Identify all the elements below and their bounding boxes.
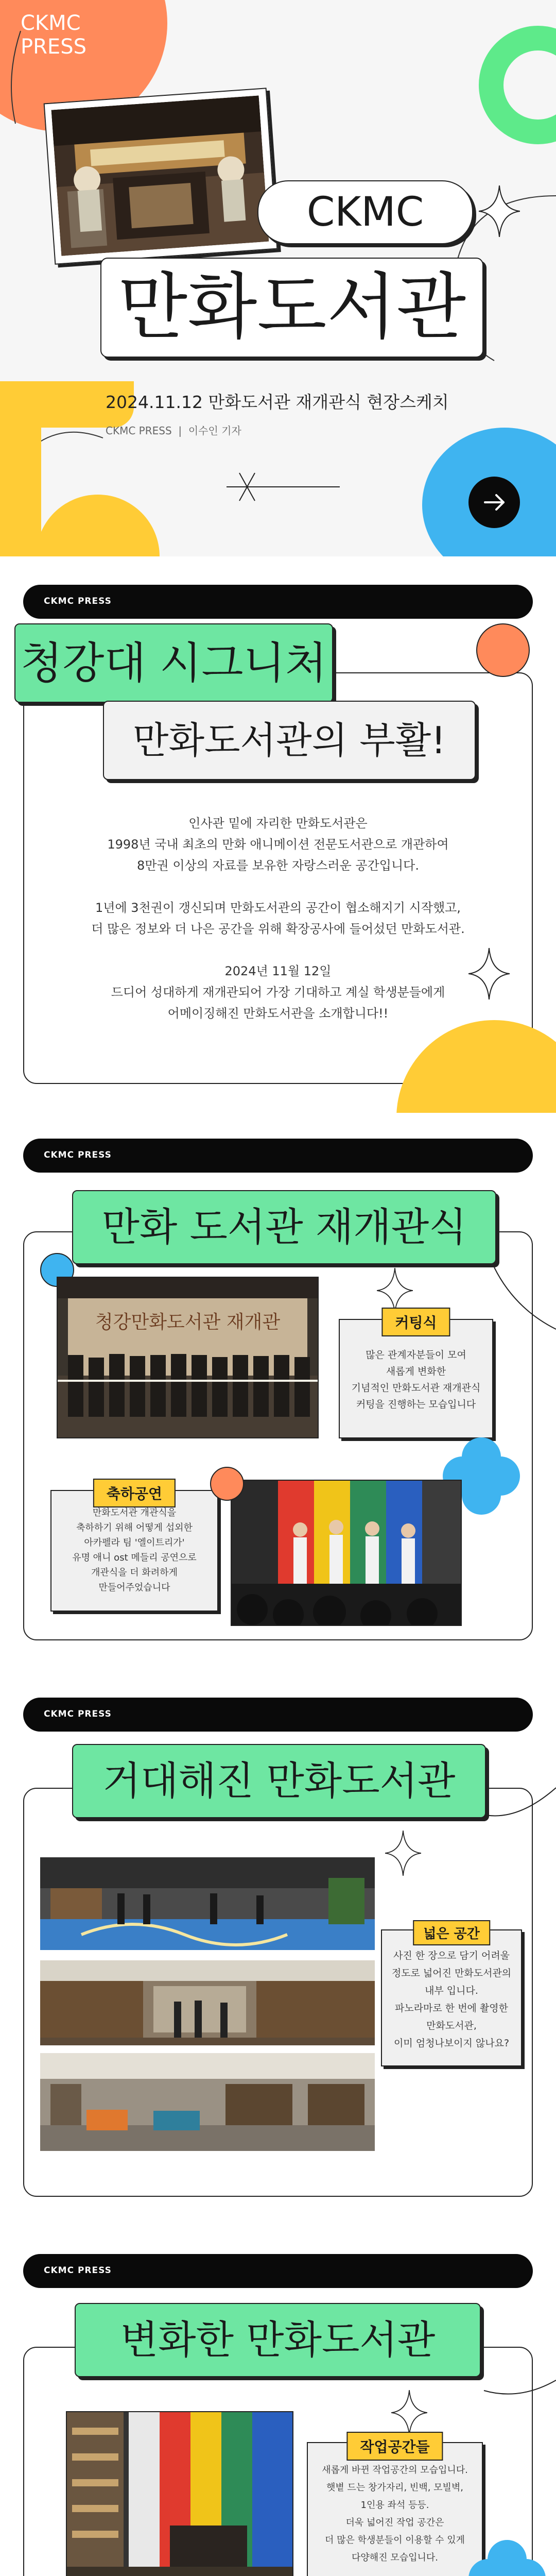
section-header-bar: CKMC PRESS	[23, 1139, 533, 1173]
card-tag: 축하공연	[93, 1479, 176, 1507]
hero-photo-frame	[44, 88, 278, 265]
hero-section	[0, 0, 556, 556]
section-changed	[0, 2226, 556, 2576]
arrow-right-icon	[468, 477, 520, 528]
section-intro	[0, 556, 556, 1113]
card-text: 만화도서관 개관식을 축하하기 위해 어떻게 섭외한 아카펠라 팀 '엘이트리가' 유명 애니 ost 메들리 공연으로 개관식을 더 화려하게 만들어주었습니다	[72, 1507, 197, 1593]
section-label-green: 거대해진 만화도서관	[72, 1744, 486, 1818]
section-label-green: 변화한 만화도서관	[75, 2303, 481, 2377]
sparkle-icon	[479, 185, 520, 237]
orange-dot-decor	[476, 623, 530, 677]
sparkle-icon	[385, 1830, 421, 1876]
section-header-bar: CKMC PRESS	[23, 1698, 533, 1732]
card-text: 사진 한 장으로 담기 어려울 정도로 넓어진 만화도서관의 내부 입니다. 파노라마로 한 번에 촬영한 만화도서관, 이미 엄청나보이지 않나요?	[391, 1950, 512, 2049]
card-text: 새롭게 바뀐 작업공간의 모습입니다. 햇볕 드는 창가자리, 빈백, 모빌벽, 1인용 좌석 등등. 더욱 넓어진 작업 공간은 더 많은 학생분들이 이용할 수 있게 다양해진 모습입니다.	[322, 2465, 468, 2563]
section-reopening	[0, 1113, 556, 1669]
section-expanded	[0, 1669, 556, 2226]
sparkle-icon	[377, 1267, 413, 1314]
card-text: 많은 관계자분들이 모여 새롭게 변화한 기념적인 만화도서관 재개관식 커팅을 진행하는 모습입니다	[351, 1349, 481, 1410]
cutting-photo	[57, 1277, 319, 1438]
section-label-green: 만화 도서관 재개관식	[72, 1190, 496, 1264]
card-tag: 커팅식	[381, 1308, 450, 1336]
section-label-white: 만화도서관의 부활!	[103, 701, 476, 780]
section-header-bar: CKMC PRESS	[23, 585, 533, 619]
banner-text: 청강만화도서관 재개관	[95, 1312, 281, 1333]
performance-card	[50, 1485, 218, 1612]
card-tag: 넓은 공간	[413, 1920, 490, 1945]
panorama-photo-1	[40, 1857, 375, 1950]
performance-photo	[231, 1480, 462, 1626]
next-button[interactable]	[468, 477, 520, 528]
hero-photo	[51, 95, 269, 256]
panorama-photo-3	[40, 2053, 375, 2151]
space-card	[381, 1926, 522, 2066]
cross-mark-icon	[227, 469, 340, 505]
hero-pill-title: CKMC	[257, 180, 473, 244]
cutting-card	[339, 1314, 493, 1438]
curve-line-decor-bottom	[0, 2226, 556, 2576]
panorama-photo-2	[40, 1960, 375, 2045]
section-label-green: 청강대 시그니처	[14, 623, 333, 703]
intro-text: 인사관 밑에 자리한 만화도서관은 1998년 국내 최초의 만화 애니메이션 전문도서관으로 개관하여 8만권 이상의 자료를 보유한 자랑스러운 공간입니다. 1년에 3천권이 갱신되며 만화도서관의 공간이 협소해지기 시작했고, 더 많은 정보와 더 나은 공간을 위해 확장공사에 들어섰던 만화도서관. 2024년 11월 12일 드디어 성대하게 재개관되어 가장 기대하고 계실 학생분들에게 어메이징해진 만화도서관을 소개합니다!!	[91, 816, 465, 1021]
card-tag: 작업공간들	[346, 2432, 443, 2461]
orange-dot-decor	[210, 1467, 244, 1501]
hero-main-title: 만화도서관	[100, 258, 483, 358]
section-header-bar: CKMC PRESS	[23, 2254, 533, 2288]
hero-byline: CKMC PRESS | 이수인 기자	[106, 425, 241, 437]
brand-logo: CKMC PRESS	[21, 11, 86, 59]
hero-subtitle: 2024.11.12 만화도서관 재개관식 현장스케치	[106, 392, 449, 412]
